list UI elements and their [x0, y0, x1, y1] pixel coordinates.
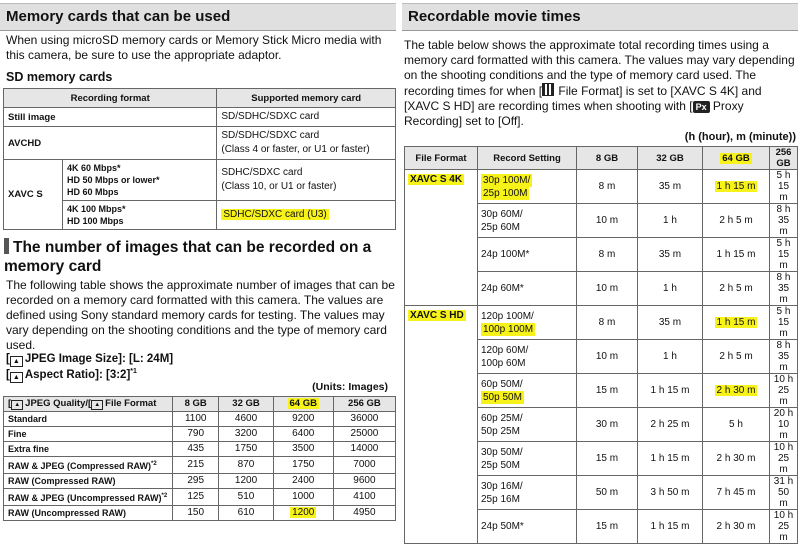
image-row-label-text: RAW & JPEG (Compressed RAW) — [8, 461, 152, 471]
movie-cell: 35 m — [638, 170, 703, 204]
setting-line: 30p 50M/ — [481, 446, 523, 458]
movie-cell: 1 h 15 m — [638, 510, 703, 544]
movie-cell: 1 h — [638, 340, 703, 374]
table-row — [4, 506, 396, 521]
section-marker — [4, 238, 9, 254]
movie-cell: 3 h 50 m — [638, 476, 703, 510]
movie-cell: 1 h 15 m — [703, 238, 770, 272]
movie-cell: 15 m — [577, 442, 638, 476]
aspect-ratio-icon: ▲ — [10, 372, 23, 383]
sd-row-xavcs-label: XAVC S — [4, 160, 63, 230]
movie-col-64gb-highlight: 64 GB — [722, 152, 750, 164]
xavcs-card1-line2: (Class 10, or U1 or faster) — [221, 181, 337, 192]
movie-setting — [478, 442, 577, 476]
image-row-note: *2 — [151, 461, 157, 467]
table-row — [4, 427, 396, 442]
movie-cell: 8 h 35 m — [770, 272, 798, 306]
table-row — [4, 489, 396, 506]
movie-cell: 50 m — [577, 476, 638, 510]
table-row — [4, 412, 396, 427]
image-cell: 2400 — [273, 474, 333, 489]
movie-cell: 1 h 15 m — [638, 374, 703, 408]
image-row-note: *2 — [161, 493, 168, 499]
movie-cell — [703, 170, 770, 204]
proxy-badge: Px — [693, 101, 710, 113]
images-heading-text: The number of images that can be recorded on a memory card — [4, 239, 372, 275]
image-row-label: Extra fine — [4, 442, 173, 457]
image-cell: 25000 — [333, 427, 395, 442]
movie-setting — [478, 408, 577, 442]
movie-setting: 24p 60M* — [478, 272, 577, 306]
table-row — [4, 442, 396, 457]
image-cell: 610 — [219, 506, 273, 521]
xavcs-sub1-line: HD 60 Mbps — [67, 187, 119, 197]
sd-row-avchd-card — [217, 127, 396, 160]
format-hd — [405, 306, 478, 544]
image-cell: 435 — [173, 442, 219, 457]
file-format-icon: ▲ — [91, 400, 103, 410]
movie-cell-highlight: 2 h 30 m — [716, 385, 756, 396]
setting-line: 60p 25M/ — [481, 412, 523, 424]
format-4k — [405, 170, 478, 306]
sd-row-still-label: Still image — [4, 108, 217, 127]
sd-card-table — [3, 88, 396, 230]
image-size-setting: [ ▲ JPEG Image Size]: [L: 24M] — [6, 353, 174, 365]
xavcs-card1-line1: SDHC/SDXC card — [221, 167, 303, 178]
movie-setting — [478, 476, 577, 510]
movie-cell: 10 m — [577, 204, 638, 238]
image-cell: 4100 — [333, 489, 395, 506]
image-col-64gb — [273, 397, 333, 412]
setting-line-highlight: 30p 100M/ — [483, 174, 531, 186]
setting-line: 120p 100M/ — [481, 310, 534, 322]
image-cell: 295 — [173, 474, 219, 489]
image-cell: 1750 — [273, 457, 333, 474]
movie-cell: 2 h 30 m — [703, 442, 770, 476]
image-cell: 9600 — [333, 474, 395, 489]
memory-cards-title: Memory cards that can be used — [0, 3, 396, 31]
setting-line: 120p 60M/ — [481, 344, 529, 356]
table-row — [405, 170, 798, 204]
movie-cell: 10 m — [577, 272, 638, 306]
movie-col-8gb: 8 GB — [577, 147, 638, 170]
image-units: (Units: Images) — [312, 381, 388, 393]
movie-cell: 2 h 25 m — [638, 408, 703, 442]
movie-setting — [478, 204, 577, 238]
movie-table-header — [405, 147, 798, 170]
movie-col-setting: Record Setting — [478, 147, 577, 170]
image-cell: 150 — [173, 506, 219, 521]
image-cell: 1000 — [273, 489, 333, 506]
image-col-256gb: 256 GB — [333, 397, 395, 412]
movie-cell-highlight: 1 h 15 m — [716, 317, 756, 328]
jpeg-quality-icon: ▲ — [11, 400, 23, 410]
movie-cell: 8 h 35 m — [770, 340, 798, 374]
setting-line: 25p 60M — [481, 221, 520, 233]
xavcs-card-1 — [217, 160, 396, 201]
movie-cell-highlight: 1 h 15 m — [716, 181, 756, 192]
image-cell: 36000 — [333, 412, 395, 427]
setting-line: 60p 50M/ — [481, 378, 523, 390]
image-cell: 14000 — [333, 442, 395, 457]
setting-line: 30p 16M/ — [481, 480, 523, 492]
image-col-32gb: 32 GB — [219, 397, 273, 412]
table-row — [4, 457, 396, 474]
movie-col-64gb — [703, 147, 770, 170]
movie-col-32gb: 32 GB — [638, 147, 703, 170]
movie-cell: 35 m — [638, 306, 703, 340]
image-cell: 870 — [219, 457, 273, 474]
xavcs-sub1-line: HD 50 Mbps or lower* — [67, 175, 160, 185]
image-cell: 3200 — [219, 427, 273, 442]
movie-cell: 8 m — [577, 306, 638, 340]
movie-setting — [478, 306, 577, 340]
image-cell: 790 — [173, 427, 219, 442]
avchd-card-line1: SD/SDHC/SDXC card — [221, 130, 320, 141]
image-size-icon: ▲ — [10, 356, 23, 367]
xavcs-sub2-line: 4K 100 Mbps* — [67, 204, 126, 214]
image-col-64gb-highlight: 64 GB — [289, 398, 317, 409]
movie-cell: 1 h 15 m — [638, 442, 703, 476]
movie-cell — [703, 374, 770, 408]
movie-cell: 8 m — [577, 238, 638, 272]
image-cell: 1100 — [173, 412, 219, 427]
movie-description — [404, 38, 796, 129]
movie-cell: 1 h — [638, 272, 703, 306]
image-table-header — [4, 397, 396, 412]
xavcs-sub1-line: 4K 60 Mbps* — [67, 163, 121, 173]
movie-cell: 10 h 25 m — [770, 442, 798, 476]
movie-col-format: File Format — [405, 147, 478, 170]
image-row-label-text: RAW & JPEG (Uncompressed RAW) — [8, 493, 162, 503]
image-count-table — [3, 396, 396, 521]
movie-cell: 15 m — [577, 510, 638, 544]
movie-cell: 8 m — [577, 170, 638, 204]
image-row-label: RAW (Uncompressed RAW) — [4, 506, 173, 521]
movie-desc-part2: File Format] is set to [XAVC S 4K] and [XAVC S HD] are recording times when shooting with [ — [404, 84, 762, 113]
image-row-label: Fine — [4, 427, 173, 442]
movie-cell — [703, 306, 770, 340]
sd-row-still-card: SD/SDHC/SDXC card — [217, 108, 396, 127]
right-column — [402, 0, 800, 543]
image-cell: 4950 — [333, 506, 395, 521]
image-cell: 125 — [173, 489, 219, 506]
movie-cell: 20 h 10 m — [770, 408, 798, 442]
image-cell: 6400 — [273, 427, 333, 442]
aspect-ratio-setting: [ ▲ Aspect Ratio]: [3:2]$^{*1}$ — [6, 368, 137, 381]
image-cell — [273, 506, 333, 521]
image-cell: 7000 — [333, 457, 395, 474]
movie-cell: 5 h 15 m — [770, 306, 798, 340]
xavcs-card2-highlight: SDHC/SDXC card (U3) — [223, 209, 327, 220]
file-format-icon — [542, 83, 554, 96]
image-col-quality-text: JPEG Quality/ — [25, 398, 88, 409]
movie-cell: 5 h 15 m — [770, 238, 798, 272]
format-hd-highlight: XAVC S HD — [410, 310, 464, 321]
movie-units: (h (hour), m (minute)) — [684, 131, 796, 143]
movie-cell: 5 h 15 m — [770, 170, 798, 204]
left-column — [0, 0, 398, 531]
image-cell: 1750 — [219, 442, 273, 457]
table-row — [405, 306, 798, 340]
image-cell: 215 — [173, 457, 219, 474]
movie-cell: 30 m — [577, 408, 638, 442]
image-cell: 3500 — [273, 442, 333, 457]
images-description: The following table shows the approximate number of images that can be recorded on a memory card formatted with this camera. The values are defined using Sony standard memory cards for testing. The values may vary depending on the shooting conditions and the type of memory card used. — [6, 278, 395, 352]
movie-col-256gb: 256 GB — [770, 147, 798, 170]
xavcs-card-2 — [217, 201, 396, 230]
movie-setting — [478, 170, 577, 204]
image-row-label — [4, 489, 173, 506]
movie-times-table — [404, 146, 798, 544]
movie-setting: 24p 100M* — [478, 238, 577, 272]
table-row — [4, 474, 396, 489]
movie-cell: 2 h 5 m — [703, 340, 770, 374]
movie-cell: 10 m — [577, 340, 638, 374]
movie-desc-part1: The table below shows the approximate total recording times using a memory card formatted with this camera. The values may vary depending on the shooting conditions and the type of memory card used. The recording times for when [ — [404, 38, 795, 98]
image-cell: 9200 — [273, 412, 333, 427]
setting-line-highlight: 50p 50M — [483, 391, 522, 403]
sd-col-format: Recording format — [4, 89, 217, 108]
movie-cell: 35 m — [638, 238, 703, 272]
xavcs-sub2-line: HD 100 Mbps — [67, 216, 124, 226]
images-heading — [4, 238, 396, 276]
image-row-label: RAW (Compressed RAW) — [4, 474, 173, 489]
sd-row-avchd-label: AVCHD — [4, 127, 217, 160]
movie-setting: 24p 50M* — [478, 510, 577, 544]
movie-cell: 31 h 50 m — [770, 476, 798, 510]
xavcs-sub-bitrates-1 — [63, 160, 217, 201]
setting-line: 25p 16M — [481, 493, 520, 505]
memory-cards-intro: When using microSD memory cards or Memory Stick Micro media with this camera, be sure to use the appropriate adaptor. — [6, 33, 382, 62]
avchd-card-line2: (Class 4 or faster, or U1 or faster) — [221, 144, 370, 155]
image-col-quality: [ ▲ JPEG Quality/[ ▲ File Format — [4, 397, 173, 412]
aspect-note: *1 — [130, 368, 137, 375]
movie-cell: 10 h 25 m — [770, 374, 798, 408]
movie-cell: 7 h 45 m — [703, 476, 770, 510]
movie-cell: 8 h 35 m — [770, 204, 798, 238]
setting-line: 30p 60M/ — [481, 208, 523, 220]
movie-cell: 5 h — [703, 408, 770, 442]
setting-line: 100p 60M — [481, 357, 526, 369]
movie-cell: 2 h 30 m — [703, 510, 770, 544]
image-row-label: Standard — [4, 412, 173, 427]
setting-line-highlight: 100p 100M — [483, 323, 534, 335]
setting-line: 50p 25M — [481, 425, 520, 437]
sd-cards-heading: SD memory cards — [6, 70, 113, 84]
format-4k-highlight: XAVC S 4K — [410, 174, 463, 185]
movie-times-title: Recordable movie times — [402, 3, 798, 31]
setting-line-highlight: 25p 100M — [483, 187, 528, 199]
image-cell-highlight: 1200 — [292, 507, 315, 518]
image-cell: 1200 — [219, 474, 273, 489]
movie-desc-part3: Proxy Recording] set to [Off]. — [404, 99, 744, 128]
image-col-format-text: File Format — [105, 398, 157, 409]
image-row-label — [4, 457, 173, 474]
setting-line: 25p 50M — [481, 459, 520, 471]
movie-cell: 15 m — [577, 374, 638, 408]
movie-cell: 1 h — [638, 204, 703, 238]
movie-cell: 2 h 5 m — [703, 272, 770, 306]
image-cell: 510 — [219, 489, 273, 506]
image-col-8gb: 8 GB — [173, 397, 219, 412]
movie-cell: 2 h 5 m — [703, 204, 770, 238]
sd-col-card: Supported memory card — [217, 89, 396, 108]
aspect-ratio-text: Aspect Ratio]: [3:2] — [24, 368, 131, 381]
movie-cell: 10 h 25 m — [770, 510, 798, 544]
image-cell: 4600 — [219, 412, 273, 427]
movie-setting — [478, 340, 577, 374]
movie-setting — [478, 374, 577, 408]
xavcs-sub-bitrates-2 — [63, 201, 217, 230]
image-size-text: JPEG Image Size]: [L: 24M] — [24, 353, 174, 365]
